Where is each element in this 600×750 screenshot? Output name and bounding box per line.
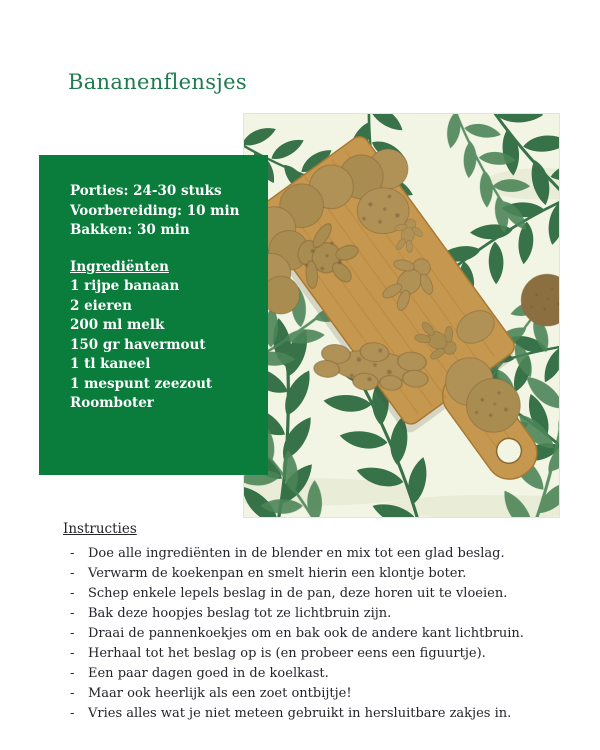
bullet-dash: - [70,686,75,701]
bullet-dash: - [70,566,75,581]
instructions-heading: Instructies [63,521,137,537]
recipe-photo-image [244,114,559,517]
instruction-step [70,544,543,564]
instruction-step [70,584,543,604]
instruction-step [70,644,543,664]
step-text: Schep enkele lepels beslag in de pan, deze horen uit te vloeien. [88,586,508,601]
bullet-dash: - [70,666,75,681]
step-text: Verwarm de koekenpan en smelt hierin een klontje boter. [88,566,467,581]
recipe-photo [243,113,560,518]
bullet-dash: - [70,546,75,561]
step-text: Vries alles wat je niet meteen gebruikt in hersluitbare zakjes in. [88,706,512,721]
ingredient-item: 2 eieren [70,297,132,314]
ingredients-heading: Ingrediënten [70,258,169,275]
bullet-dash: - [70,586,75,601]
recipe-info-box [39,155,268,475]
step-text: Doe alle ingrediënten in de blender en mix tot een glad beslag. [88,546,505,561]
bullet-dash: - [70,626,75,641]
bullet-dash: - [70,646,75,661]
step-text: Maar ook heerlijk als een zoet ontbijtje! [88,686,352,701]
servings-line: Porties: 24-30 stuks [70,183,222,199]
step-text: Draai de pannenkoekjes om en bak ook de andere kant lichtbruin. [88,626,524,641]
bake-time-line: Bakken: 30 min [70,222,190,238]
step-text: Bak deze hoopjes beslag tot ze lichtbruin zijn. [88,606,392,621]
page-title: Bananenflensjes [68,70,247,94]
instruction-step [70,604,543,624]
prep-time-line: Voorbereiding: 10 min [70,202,240,219]
instruction-step [70,684,543,704]
instruction-step [70,704,543,724]
ingredient-item: 1 mespunt zeezout [70,375,213,392]
ingredient-item: 150 gr havermout [70,336,206,353]
step-text: Herhaal tot het beslag op is (en probeer eens een figuurtje). [88,646,486,661]
bullet-dash: - [70,606,75,621]
ingredient-item: 1 rijpe banaan [70,278,180,294]
step-text: Een paar dagen goed in de koelkast. [88,666,329,681]
ingredient-item: 200 ml melk [70,317,165,333]
instruction-step [70,664,543,684]
instruction-step [70,624,543,644]
instruction-step [70,564,543,584]
bullet-dash: - [70,706,75,721]
pancake [467,379,521,433]
instructions-section [63,521,543,724]
ingredient-item: 1 tl kaneel [70,356,151,372]
ingredient-item: Roomboter [70,395,154,411]
